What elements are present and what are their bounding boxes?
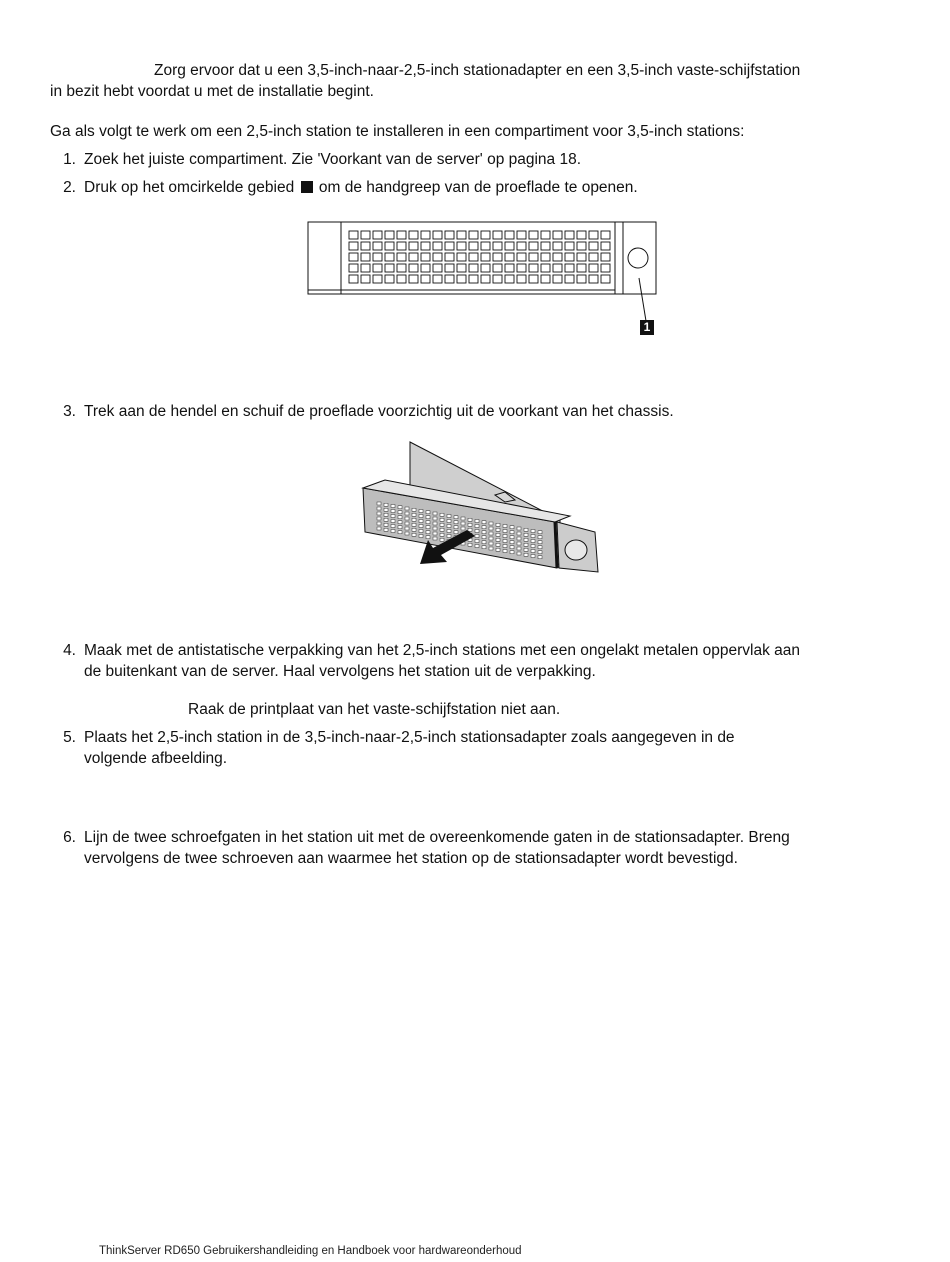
step-3-number: 3. [63, 403, 76, 420]
step-1-number: 1. [63, 151, 76, 168]
attention-note-line-2: in bezit hebt voordat u met de installatie begint. [50, 83, 374, 100]
step-6-text-line-1: Lijn de twee schroefgaten in het station uit met de overeenkomende gaten in de stationsadapter. Breng [84, 829, 790, 846]
step-2-text-post: om de handgreep van de proeflade te openen. [318, 179, 638, 196]
step-2-text [84, 177, 638, 198]
step-4-text-line-2: de buitenkant van de server. Haal vervolgens het station uit de verpakking. [84, 663, 596, 680]
procedure-intro: Ga als volgt te werk om een 2,5-inch station te installeren in een compartiment voor 3,5-inch stations: [50, 123, 745, 140]
attention-note-line-1: Zorg ervoor dat u een 3,5-inch-naar-2,5-inch stationadapter en een 3,5-inch vaste-schijfstation [154, 62, 801, 79]
step-5-text-line-2: volgende afbeelding. [84, 750, 228, 767]
callout-square-icon [301, 181, 313, 193]
tray-removal-illustration [355, 440, 615, 585]
callout-1-label: 1 [640, 320, 654, 335]
figure-tray-removal [355, 440, 615, 585]
drive-tray-front-illustration [300, 215, 670, 345]
step-2-number: 2. [63, 179, 76, 196]
page-footer: ThinkServer RD650 Gebruikershandleiding en Handboek voor hardwareonderhoud [99, 1245, 522, 1257]
step-2-text-pre: Druk op het omcirkelde gebied [84, 179, 295, 196]
step-3-text: Trek aan de hendel en schuif de proeflade voorzichtig uit de voorkant van het chassis. [84, 403, 674, 420]
step-5-text-line-1: Plaats het 2,5-inch station in de 3,5-inch-naar-2,5-inch stationsadapter zoals aangegeven in de [84, 729, 735, 746]
step-6-number: 6. [63, 829, 76, 846]
step-4-number: 4. [63, 642, 76, 659]
step-6-text-line-2: vervolgens de twee schroeven aan waarmee het station op de stationsadapter wordt bevestigd. [84, 850, 738, 867]
caution-note: Raak de printplaat van het vaste-schijfstation niet aan. [188, 701, 561, 718]
figure-drive-tray-front [300, 215, 670, 345]
step-1-text: Zoek het juiste compartiment. Zie 'Voorkant van de server' op pagina 18. [84, 151, 582, 168]
step-5-number: 5. [63, 729, 76, 746]
step-4-text-line-1: Maak met de antistatische verpakking van het 2,5-inch stations met een ongelakt metalen oppervlak aan [84, 642, 800, 659]
